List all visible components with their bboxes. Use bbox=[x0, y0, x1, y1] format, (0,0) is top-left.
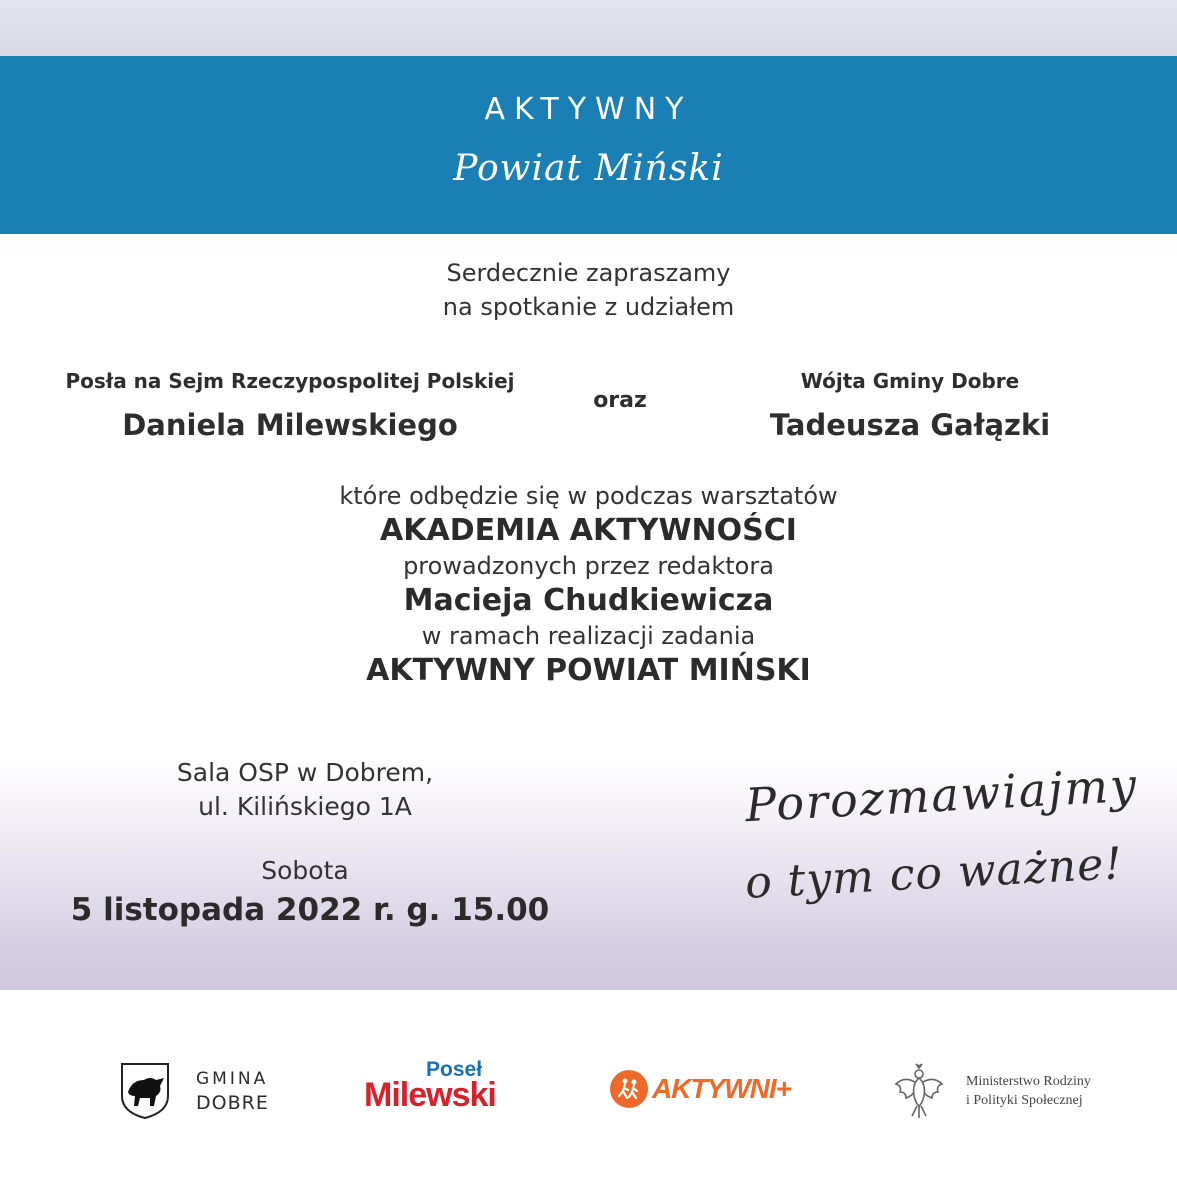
event-day: Sobota bbox=[261, 856, 349, 885]
slogan-line-1: Porozmawiajmy bbox=[743, 757, 1140, 833]
slogan bbox=[735, 757, 1140, 958]
aktywni-text: AKTYWNI+ bbox=[652, 1073, 791, 1104]
event-date: 5 listopada 2022 r. g. 15.00 bbox=[70, 892, 550, 928]
intro-line-2: na spotkanie z udziałem bbox=[442, 293, 735, 321]
banner-subtitle: Powiat Miński bbox=[453, 148, 724, 189]
gmina-dobre-logo bbox=[120, 1062, 269, 1120]
guest-left bbox=[20, 366, 560, 442]
event-description bbox=[0, 480, 1177, 690]
coat-of-arms-icon bbox=[120, 1062, 170, 1120]
intro-line-1: Serdecznie zapraszamy bbox=[446, 259, 731, 287]
ministry-logo bbox=[892, 1062, 1091, 1120]
event-line-1: które odbędzie się w podczas warsztatów bbox=[339, 482, 838, 510]
project-title: AKTYWNY POWIAT MIŃSKI bbox=[366, 653, 811, 688]
ministry-text bbox=[966, 1072, 1091, 1110]
venue-line-2: ul. Kilińskiego 1A bbox=[198, 792, 412, 821]
venue-address bbox=[90, 756, 520, 824]
guest-left-name: Daniela Milewskiego bbox=[122, 408, 458, 442]
ministry-line-1: Ministerstwo Rodziny bbox=[966, 1074, 1091, 1089]
gmina-text bbox=[196, 1067, 269, 1115]
posel-big-text: Milewski bbox=[364, 1076, 496, 1114]
banner-title: AKTYWNY bbox=[484, 92, 693, 127]
gmina-line-1: GMINA bbox=[196, 1069, 269, 1089]
runners-icon bbox=[610, 1070, 648, 1108]
guest-right bbox=[720, 366, 1100, 442]
posel-milewski-logo bbox=[364, 1058, 534, 1118]
venue-line-1: Sala OSP w Dobrem, bbox=[176, 758, 434, 787]
guest-right-name: Tadeusza Gałązki bbox=[769, 408, 1051, 442]
gmina-line-2: DOBRE bbox=[196, 1092, 269, 1114]
event-line-3: w ramach realizacji zadania bbox=[421, 622, 756, 650]
guest-left-role: Posła na Sejm Rzeczypospolitej Polskiej bbox=[65, 369, 515, 393]
ministry-line-2: i Polityki Społecznej bbox=[966, 1093, 1083, 1108]
slogan-line-2: o tym co ważne! bbox=[743, 838, 1125, 909]
connector-text: oraz bbox=[593, 388, 647, 413]
posel-small-text: Poseł bbox=[426, 1058, 483, 1081]
intro-text bbox=[0, 256, 1177, 324]
guest-right-role: Wójta Gminy Dobre bbox=[800, 369, 1020, 393]
top-strip bbox=[0, 0, 1177, 56]
eagle-emblem-icon bbox=[892, 1062, 946, 1120]
aktywni-logo bbox=[610, 1070, 791, 1108]
host-name: Macieja Chudkiewicza bbox=[403, 583, 774, 618]
header-banner bbox=[0, 56, 1177, 234]
event-line-2: prowadzonych przez redaktora bbox=[403, 552, 774, 580]
workshop-title: AKADEMIA AKTYWNOŚCI bbox=[380, 513, 797, 548]
